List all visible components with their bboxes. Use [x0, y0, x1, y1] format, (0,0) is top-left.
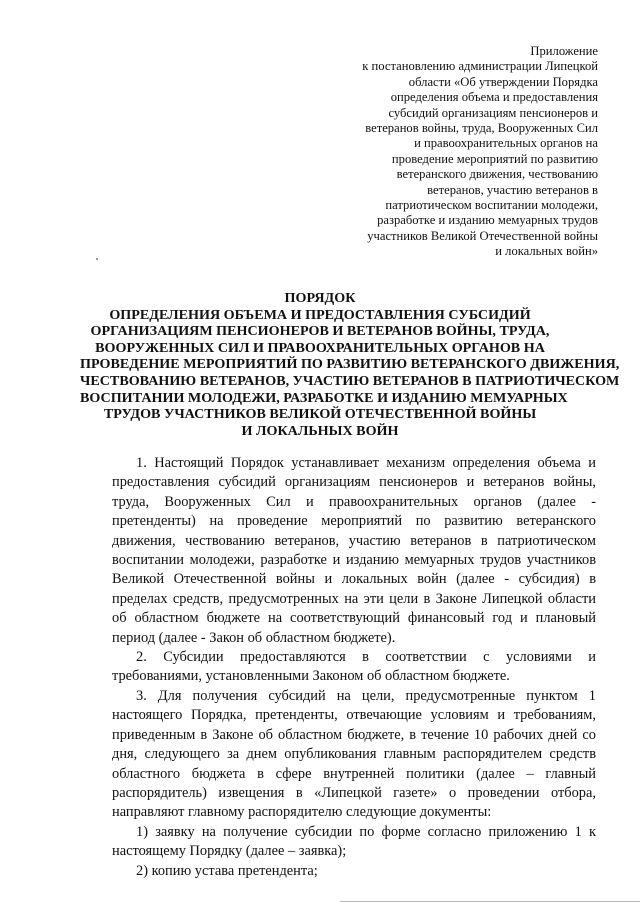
title-line: ВОСПИТАНИИ МОЛОДЕЖИ, РАЗРАБОТКЕ И ИЗДАНИЮ МЕМУАРНЫХ — [80, 389, 568, 406]
appendix-line: участников Великой Отечественной войны — [367, 228, 598, 243]
list-item-2: 2) копию устава претендента; — [136, 862, 318, 879]
paragraph-3: 3. Для получения субсидий на цели, предусмотренные пунктом 1 настоящего Порядка, претенденты, отвечающие условиям и требованиям, приведенным в Законе об областном бюджете, в течение 10 рабочих дней со дня, следующего за днем опубликования главным распорядителем средств областного бюджета в сфере внутренней политики (далее – главный распорядитель) извещения в «Липецкой газете» о проведении отбора, направляют главному распорядителю следующие документы: — [112, 687, 596, 821]
paragraph-2: 2. Субсидии предоставляются в соответствии с условиями и требованиями, установленными Законом об областном бюджете. — [112, 649, 596, 685]
appendix-line: и правоохранительных органов на — [414, 136, 598, 151]
appendix-header — [330, 44, 598, 260]
list-item-1: 1) заявку на получение субсидии по форме согласно приложению 1 к настоящему Порядку (далее – заявка); — [112, 823, 596, 860]
title-line: ПРОВЕДЕНИЕ МЕРОПРИЯТИЙ ПО РАЗВИТИЮ ВЕТЕРАНСКОГО ДВИЖЕНИЯ, — [80, 356, 620, 373]
document-title — [80, 290, 620, 439]
appendix-line: ветеранов войны, труда, Вооруженных Сил — [365, 121, 598, 136]
appendix-line: ветеранов, участию ветеранов в — [427, 182, 598, 197]
appendix-line: проведение мероприятий по развитию — [391, 151, 598, 166]
appendix-line: и локальных войн» — [495, 244, 598, 259]
appendix-line: ветеранского движения, чествованию — [396, 167, 598, 182]
appendix-line: Приложение — [530, 44, 598, 58]
scan-artifact-dot — [96, 258, 98, 260]
appendix-line: области «Об утверждении Порядка — [408, 74, 598, 89]
appendix-line: субсидий организациям пенсионеров и — [388, 105, 598, 120]
appendix-line: к постановлению администрации Липецкой — [362, 59, 598, 74]
document-body — [112, 454, 596, 881]
appendix-line: патриотическом воспитании молодежи, — [385, 198, 598, 213]
appendix-line: разработке и изданию мемуарных трудов — [377, 213, 598, 228]
title-line: И ЛОКАЛЬНЫХ ВОЙН — [241, 422, 399, 439]
title-line: ОПРЕДЕЛЕНИЯ ОБЪЕМА И ПРЕДОСТАВЛЕНИЯ СУБСИДИЙ — [109, 306, 531, 323]
paragraph-1: 1. Настоящий Порядок устанавливает механизм определения объема и предоставления субсидий организациям пенсионеров и ветеранов войны, труда, Вооруженных Сил и правоохранительных органов (далее - претенденты) на проведение мероприятий по развитию ветеранского движения, чествованию ветеранов, участию ветеранов в патриотическом воспитании молодежи, разработке и изданию мемуарных трудов участников Великой Отечественной войны и локальных войн (далее - субсидия) в пределах средств, предусмотренных на эти цели в Законе Липецкой области об областном бюджете на соответствующий финансовый год и плановый период (далее - Закон об областном бюджете). — [112, 455, 596, 646]
title-line: ВООРУЖЕННЫХ СИЛ И ПРАВООХРАНИТЕЛЬНЫХ ОРГАНОВ НА — [95, 339, 545, 356]
title-line: ОРГАНИЗАЦИЯМ ПЕНСИОНЕРОВ И ВЕТЕРАНОВ ВОЙНЫ, ТРУДА, — [90, 323, 550, 340]
title-line: ТРУДОВ УЧАСТНИКОВ ВЕЛИКОЙ ОТЕЧЕСТВЕННОЙ ВОЙНЫ — [103, 406, 537, 423]
title-line: ПОРЯДОК — [284, 290, 356, 306]
page-bottom-divider — [340, 901, 640, 902]
appendix-line: определения объема и предоставления — [390, 90, 598, 105]
title-line: ЧЕСТВОВАНИЮ ВЕТЕРАНОВ, УЧАСТИЮ ВЕТЕРАНОВ В ПАТРИОТИЧЕСКОМ — [80, 372, 620, 389]
